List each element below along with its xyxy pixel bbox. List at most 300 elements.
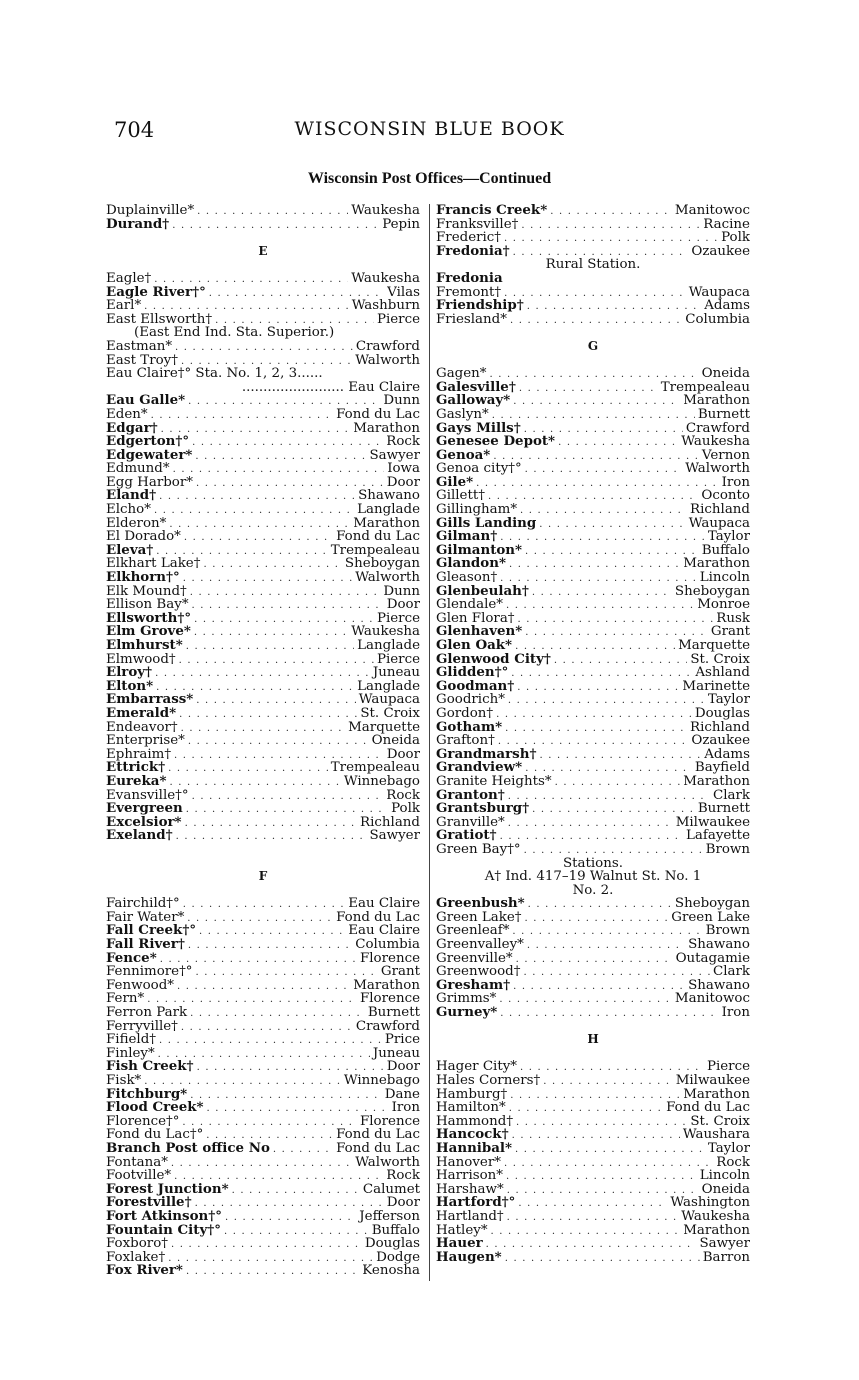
post-office-entry bbox=[106, 408, 420, 422]
county-name: Lincoln bbox=[699, 571, 750, 585]
county-name: Vilas bbox=[387, 285, 420, 300]
post-office-entry bbox=[436, 367, 750, 381]
dot-leader bbox=[196, 477, 384, 490]
post-office-entry bbox=[106, 1047, 420, 1061]
post-office-name: Durand† bbox=[106, 217, 170, 232]
post-office-name: Eagle River†° bbox=[106, 285, 206, 300]
post-office-name: Francis Creek* bbox=[436, 204, 548, 218]
dot-leader bbox=[173, 463, 385, 476]
post-office-entry bbox=[106, 435, 420, 449]
post-office-name: Elmhurst* bbox=[106, 639, 183, 653]
dot-leader bbox=[190, 1089, 382, 1102]
dot-leader bbox=[504, 1157, 713, 1170]
post-office-name: Hamilton* bbox=[436, 1101, 506, 1115]
county-name: Waupaca bbox=[688, 516, 750, 531]
section-letter: H bbox=[587, 1032, 599, 1047]
post-office-entry bbox=[106, 1128, 420, 1142]
post-office-entry bbox=[436, 775, 750, 789]
post-office-entry bbox=[106, 829, 420, 843]
county-name: Marinette bbox=[682, 679, 750, 694]
post-office-name: Green Lake† bbox=[436, 910, 522, 925]
post-office-name: Hannibal* bbox=[436, 1141, 513, 1156]
page-number: 704 bbox=[114, 118, 155, 142]
post-office-entry bbox=[106, 666, 420, 680]
post-office-entry bbox=[106, 1169, 420, 1183]
post-office-name: Fitchburg* bbox=[106, 1087, 188, 1102]
county-name: Taylor bbox=[707, 530, 750, 544]
post-office-entry bbox=[436, 1128, 750, 1142]
post-office-name: Granville* bbox=[436, 815, 505, 830]
dot-leader bbox=[511, 667, 692, 680]
post-office-entry bbox=[436, 1115, 750, 1129]
post-office-entry bbox=[106, 816, 420, 830]
county-name: Taylor bbox=[707, 693, 750, 707]
post-office-entry bbox=[436, 381, 750, 395]
post-office-name: Fair Water* bbox=[106, 910, 185, 925]
dot-leader bbox=[176, 830, 367, 843]
post-office-entry bbox=[436, 286, 750, 300]
county-name: Adams bbox=[704, 747, 750, 762]
post-office-name: Elton* bbox=[106, 679, 154, 694]
post-office-entry bbox=[436, 721, 750, 735]
post-office-entry bbox=[106, 557, 420, 571]
dot-leader bbox=[504, 232, 718, 245]
post-office-entry bbox=[106, 952, 420, 966]
county-name: Milwaukee bbox=[675, 815, 750, 830]
post-office-entry bbox=[106, 680, 420, 694]
dot-leader bbox=[181, 1021, 353, 1034]
post-office-entry bbox=[436, 571, 750, 585]
post-office-entry bbox=[436, 313, 750, 327]
post-office-name: Hales Corners† bbox=[436, 1074, 541, 1088]
dot-leader bbox=[525, 463, 683, 476]
county-name: Iron bbox=[721, 1006, 750, 1020]
post-office-name: Haugen* bbox=[436, 1250, 502, 1265]
dot-leader bbox=[159, 490, 355, 503]
dot-leader bbox=[172, 219, 379, 232]
post-office-name: Foxboro† bbox=[106, 1237, 168, 1251]
county-name: Clark bbox=[712, 788, 750, 803]
post-office-name: Grandmarsh† bbox=[436, 747, 537, 762]
county-name: Rusk bbox=[716, 611, 750, 626]
post-office-name: Ettrick† bbox=[106, 761, 166, 775]
post-office-entry bbox=[436, 1224, 750, 1238]
post-office-entry bbox=[106, 1224, 420, 1238]
post-office-name: Gratiot† bbox=[436, 829, 497, 843]
post-office-name: Emerald* bbox=[106, 706, 177, 721]
county-name: Marathon bbox=[683, 557, 750, 572]
county-name: Barron bbox=[702, 1250, 750, 1265]
post-office-name: Evansville†° bbox=[106, 788, 189, 803]
post-office-entry bbox=[436, 1169, 750, 1183]
post-office-entry bbox=[106, 802, 420, 816]
post-office-entry bbox=[106, 394, 420, 408]
county-name: Lafayette bbox=[686, 829, 750, 843]
post-office-name: Ellison Bay* bbox=[106, 598, 189, 612]
dot-leader bbox=[144, 1075, 341, 1088]
post-office-name: Genesee Depot* bbox=[436, 435, 556, 449]
post-office-entry bbox=[106, 1183, 420, 1197]
post-office-entry bbox=[436, 653, 750, 667]
dot-leader bbox=[504, 287, 686, 300]
post-office-entry bbox=[436, 680, 750, 694]
county-name: Crawford bbox=[685, 421, 750, 436]
post-office-name: Galloway* bbox=[436, 394, 511, 408]
post-office-entry bbox=[106, 422, 420, 436]
dot-leader bbox=[499, 993, 672, 1006]
dot-leader bbox=[525, 545, 699, 558]
dot-leader bbox=[520, 1061, 704, 1074]
post-office-name: Elkhorn†° bbox=[106, 571, 180, 585]
post-office-entry bbox=[436, 829, 750, 843]
dot-leader bbox=[169, 776, 340, 789]
dot-leader bbox=[195, 1197, 384, 1210]
county-name: Sawyer bbox=[699, 1237, 750, 1251]
post-office-name: Eau Galle* bbox=[106, 394, 186, 408]
county-name: Florence bbox=[359, 951, 420, 966]
county-name: Oneida bbox=[701, 1182, 750, 1197]
section-letter: F bbox=[258, 869, 268, 884]
post-office-entry bbox=[436, 911, 750, 925]
county-name: Marathon bbox=[683, 1223, 750, 1238]
post-office-name: Eureka* bbox=[106, 774, 167, 789]
entry-note: No. 2. bbox=[572, 882, 614, 898]
dot-leader bbox=[179, 708, 357, 721]
county-name: Richland bbox=[690, 720, 750, 735]
dot-leader bbox=[518, 613, 714, 626]
post-office-name: Gays Mills† bbox=[436, 421, 521, 436]
spacer bbox=[436, 326, 750, 340]
post-office-name: Fort Atkinson†° bbox=[106, 1209, 222, 1224]
section-letter: G bbox=[587, 338, 599, 353]
post-office-name: Goodrich* bbox=[436, 693, 505, 707]
county-name: Florence bbox=[359, 992, 420, 1007]
dot-leader bbox=[500, 531, 705, 544]
post-office-name: Elroy† bbox=[106, 666, 153, 680]
dot-leader bbox=[185, 817, 357, 830]
dot-leader bbox=[493, 450, 699, 463]
county-name: Oconto bbox=[701, 489, 750, 504]
county-name: Lincoln bbox=[699, 1169, 750, 1183]
post-office-entry bbox=[436, 802, 750, 816]
post-office-name: Elderon* bbox=[106, 516, 167, 531]
post-office-entry bbox=[106, 1237, 420, 1251]
post-office-entry bbox=[106, 979, 420, 993]
post-office-entry bbox=[436, 1183, 750, 1197]
dot-leader bbox=[527, 300, 701, 313]
dot-leader bbox=[500, 1007, 718, 1020]
county-name: Waushara bbox=[682, 1128, 750, 1142]
post-office-name: Elm Grove* bbox=[106, 625, 191, 639]
post-office-name: Branch Post office No bbox=[106, 1141, 270, 1156]
dot-leader bbox=[183, 572, 352, 585]
post-office-name: Eastman* bbox=[106, 339, 173, 354]
post-office-entry bbox=[106, 734, 420, 748]
county-name: Adams bbox=[704, 299, 750, 313]
post-office-name: Fairchild†° bbox=[106, 897, 180, 911]
post-office-name: Elkhart Lake† bbox=[106, 557, 201, 572]
post-office-entry bbox=[106, 1196, 420, 1210]
post-office-entry bbox=[436, 1156, 750, 1170]
post-office-name: Exeland† bbox=[106, 829, 173, 843]
post-office-entry bbox=[106, 598, 420, 612]
county-name: Calumet bbox=[362, 1182, 420, 1197]
post-office-entry bbox=[436, 1142, 750, 1156]
post-office-name: Harrison* bbox=[436, 1169, 503, 1183]
county-name: Trempealeau bbox=[660, 380, 750, 395]
county-name: Dunn bbox=[383, 584, 420, 599]
post-office-name: Fond du Lac†° bbox=[106, 1128, 204, 1142]
post-office-name: Glidden†° bbox=[436, 666, 509, 680]
post-office-name: Ellsworth†° bbox=[106, 611, 192, 626]
post-office-name: Edgerton†° bbox=[106, 435, 190, 449]
post-office-entry bbox=[436, 965, 750, 979]
post-office-name: Glendale* bbox=[436, 598, 503, 612]
post-office-entry bbox=[106, 721, 420, 735]
county-name: Taylor bbox=[707, 1141, 750, 1156]
county-name: Marquette bbox=[678, 639, 750, 653]
dot-leader bbox=[496, 708, 692, 721]
post-office-name: Greenvalley* bbox=[436, 938, 524, 952]
post-office-name: Enterprise* bbox=[106, 734, 185, 748]
dot-leader bbox=[186, 803, 388, 816]
county-name: Walworth bbox=[685, 462, 750, 476]
county-name: Langlade bbox=[357, 503, 420, 517]
dot-leader bbox=[186, 1265, 359, 1278]
post-office-name: Forestville† bbox=[106, 1196, 192, 1210]
post-office-entry bbox=[436, 489, 750, 503]
post-office-entry bbox=[106, 571, 420, 585]
post-office-name: East Ellsworth† bbox=[106, 312, 213, 327]
county-name: Polk bbox=[391, 802, 420, 816]
dot-leader bbox=[516, 1116, 687, 1129]
dot-leader bbox=[187, 912, 333, 925]
post-office-name: East Troy† bbox=[106, 353, 178, 368]
post-office-name: Gills Landing bbox=[436, 516, 537, 531]
county-name: Fond du Lac bbox=[336, 910, 420, 925]
post-office-name: Fall Creek†° bbox=[106, 924, 197, 939]
post-office-name: Fall River† bbox=[106, 938, 185, 952]
dot-leader bbox=[156, 681, 354, 694]
post-office-name: Gordon† bbox=[436, 706, 494, 721]
post-office-name: Hatley* bbox=[436, 1223, 488, 1238]
dot-leader bbox=[555, 776, 681, 789]
county-name: Rock bbox=[716, 1155, 750, 1170]
post-office-name: Fenwood* bbox=[106, 978, 174, 993]
dot-leader bbox=[490, 368, 699, 381]
post-office-entry bbox=[436, 666, 750, 680]
county-name: Kenosha bbox=[362, 1264, 420, 1278]
dot-leader bbox=[500, 830, 683, 843]
dot-leader bbox=[190, 1007, 365, 1020]
post-office-name: Fifield† bbox=[106, 1033, 156, 1047]
dot-leader bbox=[524, 912, 668, 925]
post-office-name: Goodman† bbox=[436, 679, 515, 694]
post-office-name: Hartland† bbox=[436, 1209, 504, 1224]
county-name: Winnebago bbox=[343, 774, 420, 789]
post-office-name: Gillingham* bbox=[436, 503, 518, 517]
dot-leader bbox=[512, 1129, 680, 1142]
post-office-entry bbox=[106, 1210, 420, 1224]
county-name: Fond du Lac bbox=[336, 407, 420, 422]
county-name: Waupaca bbox=[688, 285, 750, 300]
post-office-entry bbox=[436, 1251, 750, 1265]
post-office-entry bbox=[436, 992, 750, 1006]
post-office-name: Glen Oak* bbox=[436, 639, 513, 653]
spacer bbox=[106, 857, 420, 871]
post-office-name: Franksville† bbox=[436, 217, 519, 232]
county-name: Pierce bbox=[376, 312, 420, 327]
county-name: Waukesha bbox=[681, 1209, 750, 1224]
post-office-entry bbox=[106, 938, 420, 952]
post-office-entry bbox=[106, 992, 420, 1006]
dot-leader bbox=[488, 490, 698, 503]
county-name: Brown bbox=[705, 924, 750, 939]
dot-leader bbox=[486, 1238, 697, 1251]
post-office-name: Elk Mound† bbox=[106, 584, 187, 599]
county-name: Marathon bbox=[353, 978, 420, 993]
county-name: Dodge bbox=[376, 1250, 420, 1265]
county-name: Shawano bbox=[688, 978, 750, 993]
post-office-name: Greenbush* bbox=[436, 897, 525, 911]
post-office-name: Fontana* bbox=[106, 1155, 168, 1170]
county-name: Door bbox=[386, 747, 420, 762]
dot-leader bbox=[171, 1157, 352, 1170]
dot-leader bbox=[515, 1143, 705, 1156]
dot-leader bbox=[520, 504, 687, 517]
post-office-name: Eleva† bbox=[106, 543, 154, 558]
dot-leader bbox=[159, 1034, 382, 1047]
county-name: St. Croix bbox=[690, 652, 750, 667]
county-name: Green Lake bbox=[671, 910, 750, 925]
county-name: Pierce bbox=[376, 611, 420, 626]
spacer bbox=[436, 1047, 750, 1061]
post-office-name: Granton† bbox=[436, 788, 505, 803]
post-office-name: Eland† bbox=[106, 489, 157, 504]
county-name: Columbia bbox=[355, 938, 420, 952]
county-name: Polk bbox=[721, 231, 750, 245]
post-office-name: Fremont† bbox=[436, 285, 502, 300]
post-office-name: Gilman† bbox=[436, 530, 498, 544]
post-office-entry bbox=[106, 625, 420, 639]
dot-leader bbox=[524, 844, 703, 857]
dot-leader bbox=[207, 1102, 389, 1115]
post-office-name: Hanover* bbox=[436, 1155, 501, 1170]
post-office-name: Glenwood City† bbox=[436, 652, 551, 667]
post-office-name: Gilmanton* bbox=[436, 543, 523, 558]
post-office-name: Gillett† bbox=[436, 489, 485, 504]
dot-leader bbox=[199, 925, 345, 938]
county-name: Winnebago bbox=[343, 1074, 420, 1088]
post-office-entry bbox=[106, 1156, 420, 1170]
dot-leader bbox=[507, 1184, 699, 1197]
county-name: Walworth bbox=[355, 571, 420, 585]
post-office-name: Fern* bbox=[106, 992, 145, 1007]
dot-leader bbox=[492, 409, 695, 422]
post-office-name: Gresham† bbox=[436, 978, 511, 993]
post-office-entry bbox=[436, 299, 750, 313]
post-office-name: Earl* bbox=[106, 299, 142, 313]
dot-leader bbox=[183, 898, 346, 911]
county-name: Door bbox=[386, 1196, 420, 1210]
post-office-name: Frederic† bbox=[436, 231, 501, 245]
post-office-name: Hammond† bbox=[436, 1114, 514, 1129]
dot-leader bbox=[158, 1048, 370, 1061]
dot-leader bbox=[169, 518, 350, 531]
entry-note: Stations. bbox=[562, 855, 624, 871]
dot-leader bbox=[168, 1252, 373, 1265]
post-office-entry bbox=[106, 272, 420, 286]
county-name: Rock bbox=[386, 435, 420, 449]
dot-leader bbox=[543, 1075, 672, 1088]
entry-note: (East End Ind. Sta. Superior.) bbox=[134, 325, 335, 341]
county-name: Marathon bbox=[683, 1087, 750, 1102]
county-name: Iron bbox=[721, 475, 750, 490]
county-name: Price bbox=[384, 1033, 420, 1047]
post-office-name: Fox River* bbox=[106, 1264, 183, 1278]
county-name: Door bbox=[386, 475, 420, 490]
post-office-entry bbox=[436, 1210, 750, 1224]
post-office-entry bbox=[436, 476, 750, 490]
post-office-entry bbox=[436, 789, 750, 803]
post-office-entry bbox=[106, 1033, 420, 1047]
dot-leader bbox=[532, 803, 695, 816]
dot-leader bbox=[509, 1102, 663, 1115]
dot-leader bbox=[177, 980, 350, 993]
county-name: Juneau bbox=[372, 666, 420, 680]
post-office-name: Florence†° bbox=[106, 1114, 180, 1129]
post-office-entry bbox=[436, 1237, 750, 1251]
post-office-entry bbox=[436, 544, 750, 558]
dot-leader bbox=[184, 531, 333, 544]
post-office-name: Friendship† bbox=[436, 299, 524, 313]
post-office-entry bbox=[106, 789, 420, 803]
entry-note: Rural Station. bbox=[545, 257, 641, 273]
post-office-entry bbox=[436, 897, 750, 911]
post-office-entry bbox=[436, 748, 750, 762]
post-office-name: Friesland* bbox=[436, 312, 507, 327]
dot-leader bbox=[513, 980, 685, 993]
dot-leader bbox=[160, 953, 357, 966]
county-name: Pierce bbox=[376, 652, 420, 667]
county-name: Waukesha bbox=[681, 435, 750, 449]
post-office-name: Fountain City†° bbox=[106, 1223, 221, 1238]
post-office-name: Embarrass* bbox=[106, 693, 194, 707]
county-name: Eau Claire bbox=[348, 897, 420, 911]
post-office-entry bbox=[436, 218, 750, 232]
post-office-entry bbox=[436, 1060, 750, 1074]
entry-note: Eau Claire†° Sta. No. 1, 2, 3...... bbox=[106, 366, 323, 382]
post-office-entry bbox=[436, 816, 750, 830]
dot-leader bbox=[197, 205, 348, 218]
county-name: Shawano bbox=[688, 938, 750, 952]
county-name: Burnett bbox=[367, 1006, 420, 1020]
post-office-entry bbox=[106, 449, 420, 463]
dot-leader bbox=[179, 654, 374, 667]
post-office-entry bbox=[106, 748, 420, 762]
county-name: Fond du Lac bbox=[336, 1141, 420, 1156]
post-office-entry bbox=[106, 911, 420, 925]
post-office-name: Genoa city†° bbox=[436, 462, 522, 476]
dot-leader bbox=[509, 558, 680, 571]
entry-note: ........................ Eau Claire bbox=[241, 379, 420, 395]
post-office-entry bbox=[436, 952, 750, 966]
section-letter: E bbox=[258, 243, 268, 258]
post-office-entry bbox=[436, 625, 750, 639]
post-office-name: Ephraim† bbox=[106, 747, 172, 762]
dot-leader bbox=[175, 341, 353, 354]
post-office-entry bbox=[106, 544, 420, 558]
